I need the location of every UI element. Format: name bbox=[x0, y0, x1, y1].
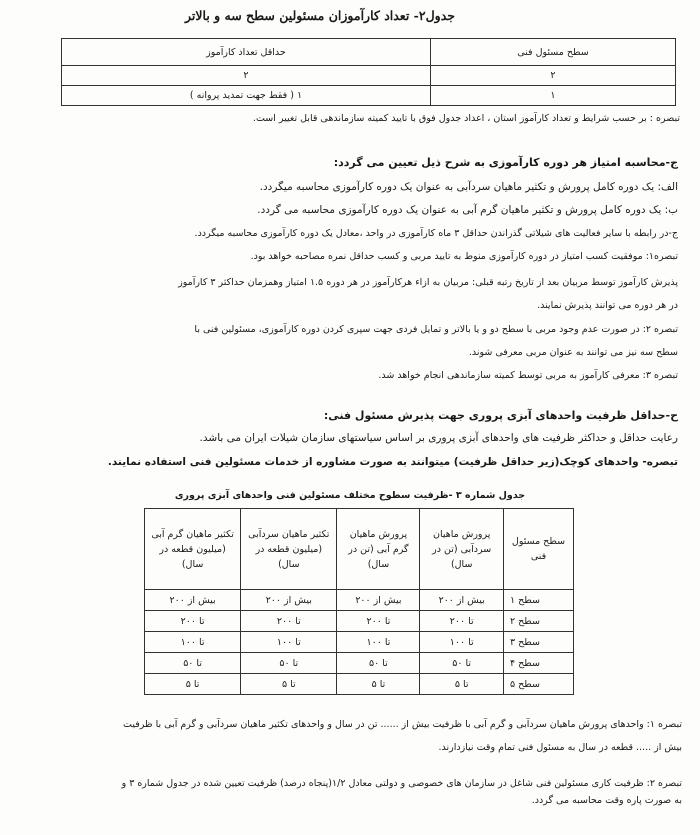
section-j-accept1: پذیرش کارآموز توسط مربیان بعد از تاریخ رتبه قبلی: مربیان به ازاء هرکارآموز در هر دوره ۱.۵ امتیاز وهمزمان حداکثر ۳ کارآموز bbox=[178, 277, 678, 288]
table3-level: سطح ۵ bbox=[504, 674, 574, 695]
footnote-2b: به صورت پاره وقت محاسبه می گردد. bbox=[531, 795, 682, 806]
table3-cell: تا ۵ bbox=[337, 674, 420, 695]
table-row bbox=[145, 632, 574, 653]
table2-cell: ۲ bbox=[430, 66, 675, 86]
table3-cell: تا ۵۰ bbox=[337, 653, 420, 674]
section-j-jim: ج-در رابطه با سایر فعالیت های شیلاتی گذراندن حداقل ۳ ماه کارآموزی در واحد ،معادل یک دوره کارآموزی محاسبه میگردد. bbox=[194, 228, 678, 239]
table2-title: جدول۲- تعداد کارآموزان مسئولین سطح سه و بالاتر bbox=[185, 8, 455, 23]
table3-cell: بیش از ۲۰۰ bbox=[337, 590, 420, 611]
table3-level: سطح ۱ bbox=[504, 590, 574, 611]
section-j-note3: تبصره ۳: معرفی کارآموز به مربی توسط کمیته سازماندهی انجام خواهد شد. bbox=[378, 370, 678, 381]
table3-cell: تا ۱۰۰ bbox=[420, 632, 504, 653]
table3-header: تکثیر ماهیان گرم آبی (میلیون قطعه در سال) bbox=[145, 509, 241, 590]
table3-cell: تا ۵۰ bbox=[241, 653, 337, 674]
table2-cell: ۱ bbox=[430, 86, 675, 106]
table-row bbox=[145, 590, 574, 611]
table3-header: سطح مسئول فنی bbox=[504, 509, 574, 590]
table2-cell: ۲ bbox=[62, 66, 431, 86]
section-j-alef: الف: یک دوره کامل پرورش و تکثیر ماهیان سردآبی به عنوان یک دوره کارآموزی محاسبه میگردد. bbox=[259, 181, 678, 193]
footnote-1b: بیش از ..... قطعه در سال به مسئول فنی تمام وقت نیازدارند. bbox=[438, 742, 682, 753]
section-h-p1: رعایت حداقل و حداکثر ظرفیت های واحدهای آبزی پروری بر اساس سیاستهای سازمان شیلات ایران می باشد. bbox=[199, 432, 678, 444]
table3-cell: بیش از ۲۰۰ bbox=[145, 590, 241, 611]
table3-level: سطح ۲ bbox=[504, 611, 574, 632]
table2 bbox=[61, 38, 676, 106]
section-j-note1: تبصره۱: موفقیت کسب امتیاز در دوره کارآموزی منوط به تایید مربی و کسب حداقل نمره مصاحبه خواهد بود. bbox=[250, 251, 678, 262]
table3-header: پرورش ماهیان سردآبی (تن در سال) bbox=[420, 509, 504, 590]
table-row bbox=[62, 66, 676, 86]
table3-caption: جدول شماره ۳ -ظرفیت سطوح مختلف مسئولین فنی واحدهای آبزی پروری bbox=[174, 490, 526, 501]
table-row bbox=[145, 674, 574, 695]
table-row bbox=[62, 86, 676, 106]
table2-note: تبصره : بر حسب شرایط و تعداد کارآموز استان ، اعداد جدول فوق با تایید کمیته سازماندهی قابل تغییر است. bbox=[252, 113, 680, 124]
table3-cell: تا ۵ bbox=[145, 674, 241, 695]
section-j-note2b: سطح سه نیز می توانند به عنوان مربی معرفی شوند. bbox=[468, 347, 678, 358]
table3-cell: تا ۵ bbox=[241, 674, 337, 695]
table3-cell: تا ۱۰۰ bbox=[241, 632, 337, 653]
table3 bbox=[144, 508, 574, 695]
table2-header-level: سطح مسئول فنی bbox=[430, 39, 675, 66]
table3-cell: تا ۵ bbox=[420, 674, 504, 695]
section-j-heading: ج-محاسبه امتیاز هر دوره کارآموزی به شرح ذیل تعیین می گردد: bbox=[333, 156, 678, 169]
table3-level: سطح ۴ bbox=[504, 653, 574, 674]
table3-cell: تا ۲۰۰ bbox=[337, 611, 420, 632]
table-row bbox=[145, 653, 574, 674]
table-row bbox=[145, 611, 574, 632]
table3-cell: تا ۱۰۰ bbox=[337, 632, 420, 653]
table3-cell: تا ۵۰ bbox=[420, 653, 504, 674]
table3-cell: تا ۲۰۰ bbox=[145, 611, 241, 632]
table3-cell: تا ۲۰۰ bbox=[420, 611, 504, 632]
table2-header-min-trainees: حداقل تعداد کارآموز bbox=[62, 39, 431, 66]
footnote-2a: تبصره ۲: ظرفیت کاری مسئولین فنی شاغل در سازمان های خصوصی و دولتی معادل ۱/۲(پنجاه درصد) ظرفیت تعیین شده در جدول شماره ۳ و bbox=[121, 778, 682, 789]
section-h-p2: تبصره- واحدهای کوچک(زیر حداقل ظرفیت) میتوانند به صورت مشاوره از خدمات مسئولین فنی استفاده نمایند. bbox=[107, 456, 678, 468]
table2-cell: ۱ ( فقط جهت تمدید پروانه ) bbox=[62, 86, 431, 106]
section-j-note2a: تبصره ۲: در صورت عدم وجود مربی با سطح دو و یا بالاتر و تمایل فردی جهت سپری کردن دوره کارآموزی، مسئولین فنی با bbox=[194, 324, 678, 335]
table3-cell: تا ۵۰ bbox=[145, 653, 241, 674]
table3-cell: بیش از ۲۰۰ bbox=[241, 590, 337, 611]
table3-cell: تا ۲۰۰ bbox=[241, 611, 337, 632]
section-j-be: ب: یک دوره کامل پرورش و تکثیر ماهیان گرم آبی به عنوان یک دوره کارآموزی محاسبه می گردد. bbox=[257, 204, 678, 216]
table3-header: تکثیر ماهیان سردآبی (میلیون قطعه در سال) bbox=[241, 509, 337, 590]
section-j-accept2: در هر دوره می توانند پذیرش نمایند. bbox=[537, 300, 678, 311]
footnote-1a: تبصره ۱: واحدهای پرورش ماهیان سردآبی و گرم آبی با ظرفیت بیش از ...... تن در سال و واحدهای تکثیر ماهیان سردآبی و گرم آبی با ظرفیت bbox=[123, 719, 682, 730]
table3-header: پرورش ماهیان گرم آبی (تن در سال) bbox=[337, 509, 420, 590]
table3-cell: تا ۱۰۰ bbox=[145, 632, 241, 653]
section-h-heading: ح-حداقل ظرفیت واحدهای آبزی پروری جهت پذیرش مسئول فنی: bbox=[323, 409, 678, 422]
table3-cell: بیش از ۲۰۰ bbox=[420, 590, 504, 611]
table3-level: سطح ۳ bbox=[504, 632, 574, 653]
